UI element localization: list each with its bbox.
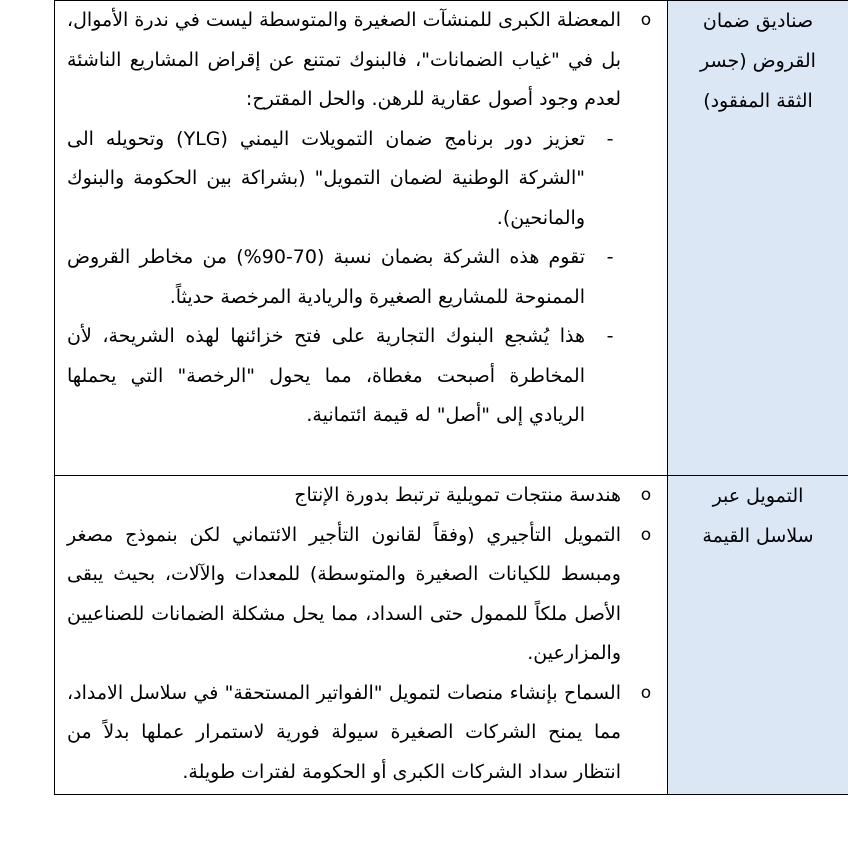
row-label-cell: [668, 476, 848, 795]
table-row: [55, 1, 848, 476]
row-label: صناديق ضمان القروض (جسر الثقة المفقود): [700, 10, 816, 112]
dash-text: تعزيز دور برنامج ضمان التمويلات اليمني (YLG) وتحويله الى "الشركة الوطنية لضمان التمويل" (بشراكة بين الحكومة والبنوك والمانحين).: [67, 127, 585, 229]
bullet-item: [55, 674, 667, 793]
row-label: التمويل عبر سلاسل القيمة: [702, 485, 814, 547]
bullet-item: [55, 516, 667, 674]
dash-bullet-icon: -: [606, 246, 614, 268]
hollow-bullet-icon: o: [640, 10, 652, 30]
hollow-bullet-icon: o: [640, 485, 652, 505]
dash-item: [55, 120, 667, 239]
bullet-text: السماح بإنشاء منصات لتمويل "الفواتير المستحقة" في سلاسل الامداد، مما يمنح الشركات الصغيرة سيولة فورية لاستمرار عملها بدلاً من انتظار سداد الشركات الكبرى أو الحكومة لفترات طويلة.: [67, 681, 621, 783]
row-content-cell: [55, 476, 668, 795]
dash-bullet-icon: -: [606, 325, 614, 347]
bullet-text: التمويل التأجيري (وفقاً لقانون التأجير الائتماني لكن بنموذج مصغر ومبسط للكيانات الصغيرة والمتوسطة) للمعدات والآلات، بحيث يبقى الأصل ملكاً للممول حتى السداد، مما يحل مشكلة الضمانات للصناعيين والمزارعين.: [67, 523, 621, 664]
hollow-bullet-icon: o: [640, 682, 652, 703]
dash-item: [55, 238, 667, 317]
row-content-cell: [55, 1, 668, 476]
dash-item: [55, 317, 667, 436]
hollow-bullet-icon: o: [640, 524, 652, 545]
policy-table: [54, 0, 848, 795]
dash-text: تقوم هذه الشركة بضمان نسبة (70-90%) من مخاطر القروض الممنوحة للمشاريع الصغيرة والريادية المرخصة حديثاً.: [67, 246, 585, 308]
row-label-cell: [668, 1, 848, 476]
bullet-text: المعضلة الكبرى للمنشآت الصغيرة والمتوسطة ليست في ندرة الأموال، بل في "غياب الضمانات"، فالبنوك تمتنع عن إقراض المشاريع الناشئة لعدم وجود أصول عقارية للرهن. والحل المقترح:: [67, 9, 621, 110]
bullet-item: [55, 476, 667, 516]
table-row: [55, 476, 848, 795]
bullet-text: هندسة منتجات تمويلية ترتبط بدورة الإنتاج: [294, 484, 621, 506]
dash-text: هذا يُشجع البنوك التجارية على فتح خزائنها لهذه الشريحة، لأن المخاطرة أصبحت مغطاة، مما يحول "الرخصة" التي يحملها الريادي إلى "أصل" له قيمة ائتمانية.: [67, 325, 585, 426]
dash-bullet-icon: -: [606, 127, 614, 150]
bullet-item: [55, 1, 667, 120]
